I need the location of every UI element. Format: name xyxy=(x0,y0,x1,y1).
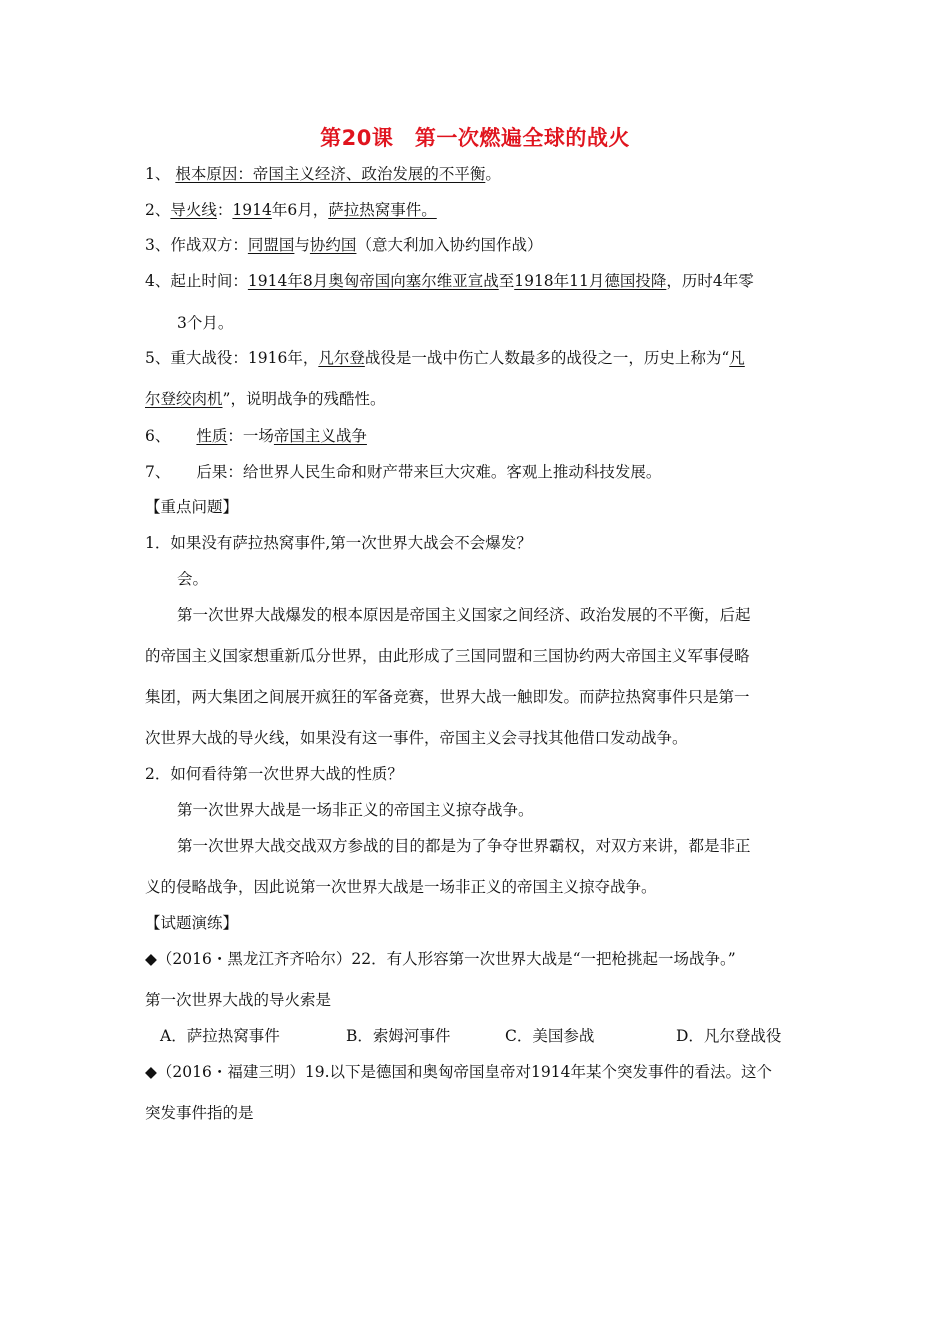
explain-1-line: 集团，两大集团之间展开疯狂的军备竞赛，世界大战一触即发。而萨拉热窝事件只是第一 xyxy=(145,688,750,706)
nature-value: 帝国主义战争 xyxy=(273,427,367,445)
point-4 xyxy=(145,271,754,291)
point-5 xyxy=(145,348,745,368)
point-number: 3、 xyxy=(145,236,171,254)
fuse-event: 萨拉热窝事件。 xyxy=(328,201,437,219)
point-number: 2、 xyxy=(145,201,171,219)
root-cause: 根本原因：帝国主义经济、政治发展的不平衡 xyxy=(175,165,486,183)
point-6 xyxy=(145,426,367,446)
central-powers: 同盟国 xyxy=(247,236,295,254)
duration: ，历时4年零 xyxy=(666,272,754,290)
battle-conclusion: ”，说明战争的残酷性。 xyxy=(222,390,386,408)
explain-1-line: 次世界大战的导火线，如果没有这一事件，帝国主义会寻找其他借口发动战争。 xyxy=(145,729,688,747)
exercise-1-question: ◆（2016・黑龙江齐齐哈尔）22．有人形容第一次世界大战是“一把枪挑起一场战争。” xyxy=(145,950,736,968)
option-c: C．美国参战 xyxy=(505,1027,595,1045)
option-d: D．凡尔登战役 xyxy=(676,1027,782,1045)
point-number: 5、 xyxy=(145,349,171,367)
point-3 xyxy=(145,235,542,255)
war-start: 1914年8月奥匈帝国向塞尔维亚宣战 xyxy=(247,272,499,290)
point-number: 6、 xyxy=(145,427,171,445)
point-1 xyxy=(145,164,501,184)
question-1: 1．如果没有萨拉热窝事件,第一次世界大战会不会爆发？ xyxy=(145,534,532,552)
exercise-2-question: ◆（2016・福建三明）19.以下是德国和奥匈帝国皇帝对1914年某个突发事件的看法。这个 xyxy=(145,1063,772,1081)
explain-2-line: 第一次世界大战交战双方参战的目的都是为了争夺世界霸权，对双方来讲，都是非正 xyxy=(177,837,751,855)
point-number: 4、 xyxy=(145,272,171,290)
point-4-cont: 3个月。 xyxy=(177,314,234,332)
entente: 协约国 xyxy=(309,236,357,254)
question-2: 2．如何看待第一次世界大战的性质？ xyxy=(145,765,403,783)
option-a: A．萨拉热窝事件 xyxy=(160,1027,280,1045)
battle-desc: 战役是一战中伤亡人数最多的战役之一，历史上称为“ xyxy=(364,349,730,367)
result-label: 后果 xyxy=(196,463,228,481)
fuse-label: 导火线 xyxy=(170,201,217,219)
option-b: B．索姆河事件 xyxy=(346,1027,451,1045)
key-questions-heading: 【重点问题】 xyxy=(145,498,239,516)
punct: ： xyxy=(216,201,233,219)
punct: 。 xyxy=(485,165,501,183)
exercise-1-question-cont: 第一次世界大战的导火索是 xyxy=(145,991,332,1009)
fuse-year: 1914 xyxy=(232,201,272,219)
answer-2: 第一次世界大战是一场非正义的帝国主义掠夺战争。 xyxy=(177,801,534,819)
answer-1: 会。 xyxy=(177,570,209,588)
punct: ：一场 xyxy=(227,427,274,445)
page-title: 第20课 第一次燃遍全球的战火 xyxy=(320,126,630,150)
exercise-2-question-cont: 突发事件指的是 xyxy=(145,1104,254,1122)
point-lead: 重大战役：1916年， xyxy=(170,349,319,367)
explain-1-line: 第一次世界大战爆发的根本原因是帝国主义国家之间经济、政治发展的不平衡，后起 xyxy=(177,606,751,624)
point-number: 7、 xyxy=(145,463,171,481)
conjunction: 与 xyxy=(294,236,310,254)
nickname-start: 凡 xyxy=(729,349,745,367)
exercises-heading: 【试题演练】 xyxy=(145,914,239,932)
point-2 xyxy=(145,200,437,220)
fuse-date: 年6月， xyxy=(271,201,329,219)
conjunction: 至 xyxy=(498,272,515,290)
note: （意大利加入协约国作战） xyxy=(356,236,543,254)
battle-name: 凡尔登 xyxy=(318,349,365,367)
nature-label: 性质 xyxy=(196,427,228,445)
explain-1-line: 的帝国主义国家想重新瓜分世界，由此形成了三国同盟和三国协约两大帝国主义军事侵略 xyxy=(145,647,750,665)
point-5-cont xyxy=(145,389,385,409)
point-lead: 作战双方： xyxy=(170,236,248,254)
war-end: 1918年11月德国投降 xyxy=(514,272,667,290)
result-text: ：给世界人民生命和财产带来巨大灾难。客观上推动科技发展。 xyxy=(227,463,662,481)
nickname-rest: 尔登绞肉机 xyxy=(145,390,223,408)
point-7 xyxy=(145,462,661,482)
explain-2-line: 义的侵略战争，因此说第一次世界大战是一场非正义的帝国主义掠夺战争。 xyxy=(145,878,657,896)
point-lead: 起止时间： xyxy=(170,272,248,290)
point-number: 1、 xyxy=(145,165,171,183)
